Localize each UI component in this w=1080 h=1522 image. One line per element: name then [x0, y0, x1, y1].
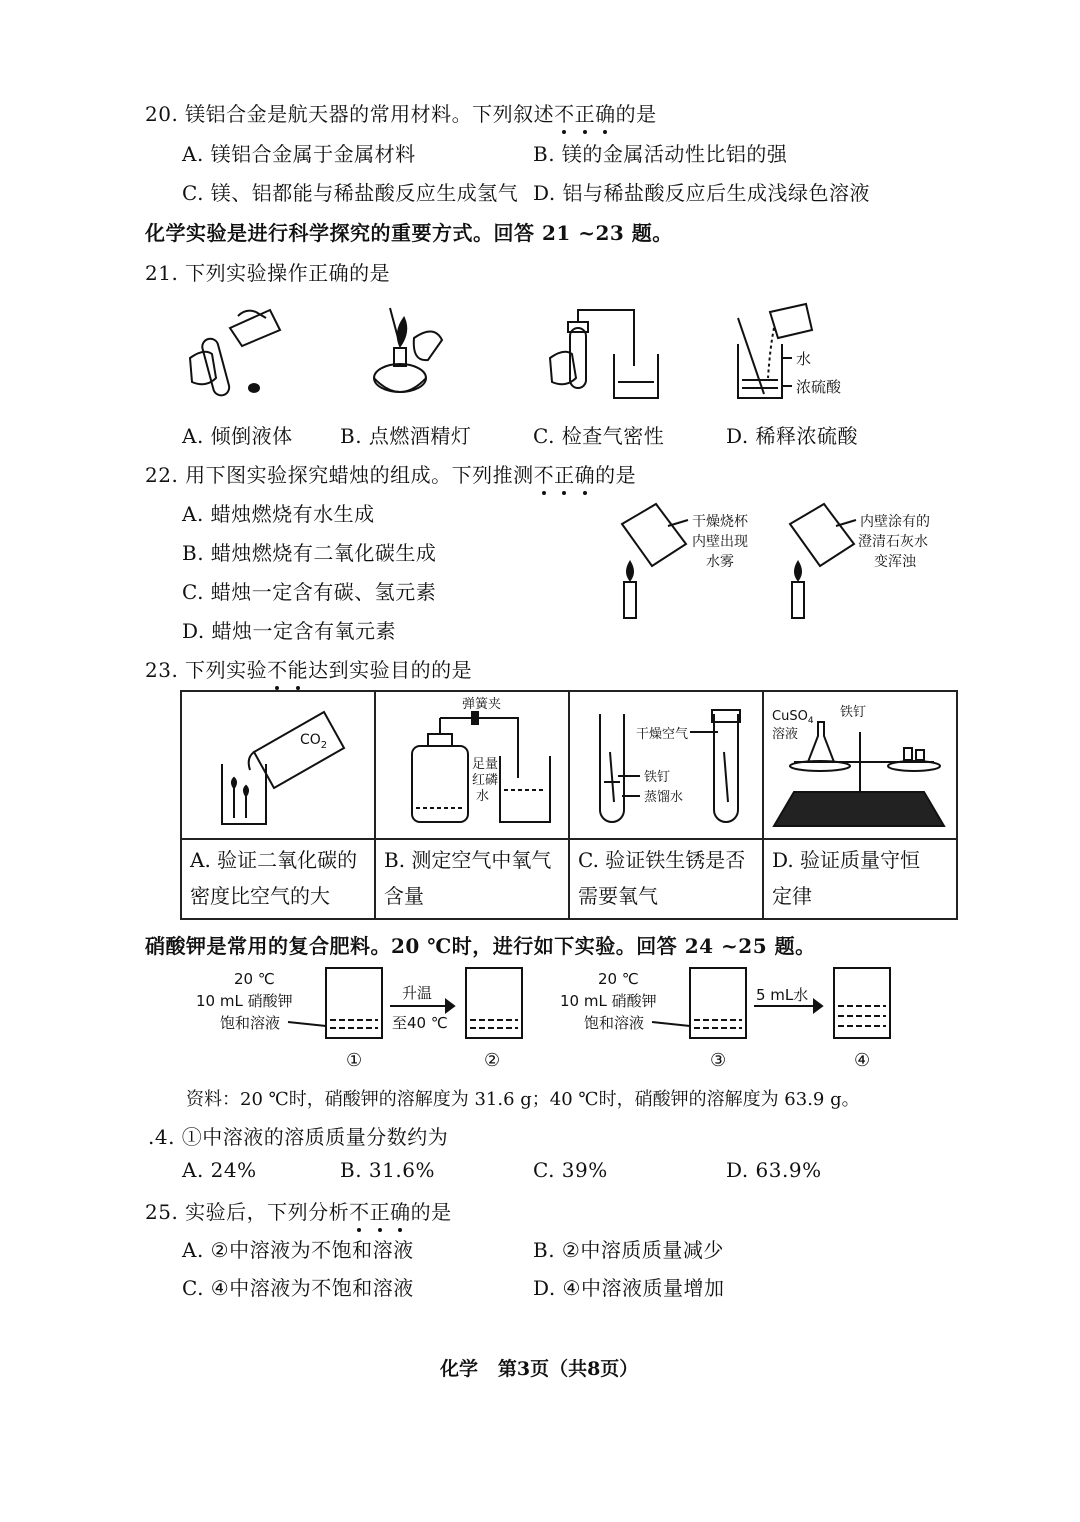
q24-option-d: D. 63.9%	[726, 1158, 822, 1182]
svg-text:CO2	[300, 732, 327, 751]
q22-option-d: D. 蜡烛一定含有氧元素	[182, 619, 397, 643]
emphasis-char: 不	[554, 98, 575, 127]
co2-label: CO	[300, 732, 321, 748]
q21-option-c: C. 检查气密性	[533, 424, 665, 448]
q25-stem-end: 的是	[410, 1200, 452, 1224]
q22-option-b: B. 蜡烛燃烧有二氧化碳生成	[182, 541, 437, 565]
q22-option-c: C. 蜡烛一定含有碳、氢元素	[182, 580, 437, 604]
q23-caption-a	[181, 839, 375, 919]
potassium-nitrate-flow	[190, 962, 910, 1074]
svg-text:CuSO4	[772, 709, 814, 726]
caption-a-line1: A. 验证二氧化碳的	[190, 848, 358, 872]
q20-option-c: C. 镁、铝都能与稀盐酸反应生成氢气	[182, 181, 519, 205]
q24-option-c: C. 39%	[533, 1158, 608, 1182]
flow-right-saturated: 饱和溶液	[584, 1014, 645, 1032]
caption-c-line1: C. 验证铁生锈是否	[578, 848, 746, 872]
q25-stem	[145, 1196, 452, 1225]
q20-option-a: A. 镁铝合金属于金属材料	[182, 142, 416, 166]
flow-right-temp: 20 ℃	[598, 970, 639, 988]
beaker-4	[834, 968, 890, 1038]
candle-limewater-figure	[790, 504, 930, 618]
flow-left-saturated: 饱和溶液	[220, 1014, 281, 1032]
section-intro-24-25: 硝酸钾是常用的复合肥料。20 ℃时，进行如下实验。回答 24 ~25 题。	[145, 934, 816, 958]
figure-airtightness	[550, 310, 658, 398]
figure-pour-liquid	[190, 310, 280, 397]
fig2-line2: 澄清石灰水	[858, 534, 928, 550]
beaker-num-4: ④	[854, 1050, 871, 1071]
label-conc-acid: 浓硫酸	[796, 378, 842, 396]
section-intro-21-23: 化学实验是进行科学探究的重要方式。回答 21 ~23 题。	[145, 221, 673, 245]
q21-option-a: A. 倾倒液体	[182, 424, 293, 448]
q23-fig-c	[569, 691, 763, 839]
q25-option-c: C. ④中溶液为不饱和溶液	[182, 1276, 414, 1300]
fig1-line3: 水雾	[706, 554, 734, 570]
flow-heat-label: 升温	[402, 984, 433, 1002]
q21-option-b: B. 点燃酒精灯	[340, 424, 472, 448]
q23-stem	[145, 654, 472, 683]
q23-fig-d	[763, 691, 957, 839]
q20-option-b: B. 镁的金属活动性比铝的强	[533, 142, 788, 166]
figure-alcohol-lamp	[374, 308, 442, 392]
q24-stem: .4. ①中溶液的溶质质量分数约为	[148, 1125, 449, 1149]
beaker-num-2: ②	[484, 1050, 501, 1071]
q23-stem-text: 23. 下列实验	[145, 658, 268, 682]
emphasis-char: 确	[390, 1196, 411, 1225]
flow-add-water-label: 5 mL水	[756, 986, 809, 1004]
q25-stem-text: 25. 实验后，下列分析	[145, 1200, 350, 1224]
oxygen-content-figure	[376, 692, 568, 834]
phosphorus-label1: 足量	[472, 757, 499, 772]
q20-stem	[145, 98, 657, 127]
nail-label: 铁钉	[644, 770, 671, 785]
q23-stem-end: 达到实验目的的是	[308, 658, 473, 682]
solubility-info: 资料：20 ℃时，硝酸钾的溶解度为 31.6 g；40 ℃时，硝酸钾的溶解度为 63.9 g。	[186, 1089, 860, 1110]
q23-fig-b	[375, 691, 569, 839]
caption-d-line2: 定律	[772, 884, 812, 908]
dry-air-label: 干燥空气	[636, 727, 689, 742]
q22-stem	[145, 459, 636, 488]
cuso4-subscript: 4	[807, 716, 814, 726]
caption-a-line2: 密度比空气的大	[190, 884, 330, 908]
fig2-line1: 内壁涂有的	[860, 514, 930, 530]
phosphorus-label2: 红磷	[472, 773, 499, 788]
solution-label: 溶液	[772, 727, 799, 742]
caption-b-line1: B. 测定空气中氧气	[384, 848, 552, 872]
balance-figure	[764, 692, 956, 834]
q21-stem: 21. 下列实验操作正确的是	[145, 261, 391, 285]
q20-stem-text: 20. 镁铝合金是航天器的常用材料。下列叙述	[145, 102, 555, 126]
co2-subscript: 2	[320, 740, 328, 751]
clip-label: 弹簧夹	[462, 697, 502, 712]
q23-caption-d	[763, 839, 957, 919]
emphasis-char: 正	[370, 1196, 391, 1225]
flow-heat-temp: 至40 ℃	[392, 1014, 448, 1032]
q23-fig-a	[181, 691, 375, 839]
caption-c-line2: 需要氧气	[578, 884, 658, 908]
beaker-num-3: ③	[710, 1050, 727, 1071]
q25-option-b: B. ②中溶质质量减少	[533, 1238, 724, 1262]
q22-stem-end: 的是	[595, 463, 637, 487]
q23-experiment-table	[180, 690, 958, 920]
page-footer: 化学 第3页（共8页）	[440, 1358, 639, 1380]
q23-caption-c	[569, 839, 763, 919]
emphasis-char: 正	[554, 459, 575, 488]
emphasis-char: 能	[288, 654, 309, 683]
flow-left-volume: 10 mL 硝酸钾	[196, 992, 293, 1010]
q21-option-d: D. 稀释浓硫酸	[726, 424, 859, 448]
fig1-line1: 干燥烧杯	[692, 514, 748, 530]
q22-stem-text: 22. 用下图实验探究蜡烛的组成。下列推测	[145, 463, 534, 487]
candle-dry-beaker-figure	[622, 504, 749, 618]
cuso4-label: CuSO	[772, 709, 808, 724]
emphasis-char: 确	[575, 459, 596, 488]
q24-option-b: B. 31.6%	[340, 1158, 435, 1182]
flow-left-temp: 20 ℃	[234, 970, 275, 988]
q24-option-a: A. 24%	[182, 1158, 257, 1182]
q20-option-d: D. 铝与稀盐酸反应后生成浅绿色溶液	[533, 181, 871, 205]
nail-label-d: 铁钉	[840, 705, 867, 720]
emphasis-char: 不	[267, 654, 288, 683]
distilled-water-label: 蒸馏水	[644, 790, 684, 805]
figure-dilute-acid	[738, 304, 842, 398]
water-label: 水	[476, 789, 490, 804]
label-water: 水	[796, 350, 812, 368]
emphasis-char: 正	[575, 98, 596, 127]
flow-right-volume: 10 mL 硝酸钾	[560, 992, 657, 1010]
beaker-num-1: ①	[346, 1050, 363, 1071]
co2-density-figure	[182, 692, 374, 834]
emphasis-char: 不	[534, 459, 555, 488]
q20-stem-end: 的是	[615, 102, 657, 126]
q25-option-a: A. ②中溶液为不饱和溶液	[182, 1238, 414, 1262]
caption-d-line1: D. 验证质量守恒	[772, 848, 921, 872]
q21-figures	[180, 298, 880, 410]
emphasis-char: 不	[349, 1196, 370, 1225]
q25-option-d: D. ④中溶液质量增加	[533, 1276, 725, 1300]
fig1-line2: 内壁出现	[692, 534, 748, 550]
iron-rust-figure	[570, 692, 762, 834]
q22-option-a: A. 蜡烛燃烧有水生成	[182, 502, 375, 526]
q23-caption-b	[375, 839, 569, 919]
caption-b-line2: 含量	[384, 884, 424, 908]
emphasis-char: 确	[595, 98, 616, 127]
fig2-line3: 变浑浊	[874, 554, 916, 570]
q22-candle-figures	[610, 498, 960, 623]
